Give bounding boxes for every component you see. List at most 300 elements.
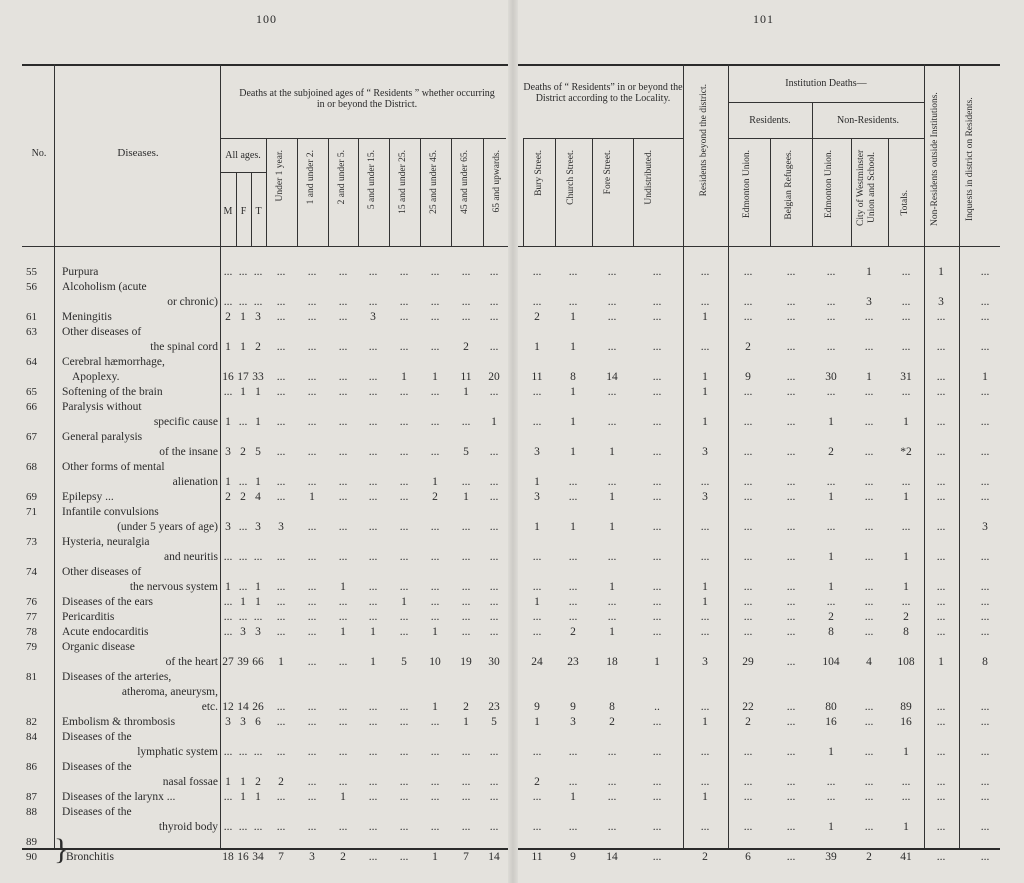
age-group-header: 2 and under 5. xyxy=(337,150,347,205)
cell-value: ... xyxy=(607,746,617,758)
cell-value: 8 xyxy=(828,626,834,638)
disease-name: alienation xyxy=(172,476,218,488)
row-number: 63 xyxy=(26,326,37,338)
cell-value: ... xyxy=(489,596,499,608)
cell-value: ... xyxy=(253,746,263,758)
cell-value: ... xyxy=(786,596,796,608)
age-group-header: 5 and under 15. xyxy=(367,150,377,210)
cell-value: ... xyxy=(399,821,409,833)
cell-value: ... xyxy=(532,296,542,308)
col-line xyxy=(523,138,524,246)
cell-value: ... xyxy=(652,776,662,788)
cell-value: ... xyxy=(652,266,662,278)
cell-value: 2 xyxy=(828,611,834,623)
locality-header: Bury Street. xyxy=(534,150,544,196)
cell-value: ... xyxy=(568,296,578,308)
disease-name: specific cause xyxy=(153,416,218,428)
cell-value: ... xyxy=(901,386,911,398)
cell-value: ... xyxy=(368,386,378,398)
cell-value: 1 xyxy=(370,626,376,638)
header-m: M xyxy=(223,206,233,217)
cell-value: 3 xyxy=(255,311,261,323)
cell-value: 1 xyxy=(609,521,615,533)
cell-value: ... xyxy=(253,821,263,833)
disease-name: (under 5 years of age) xyxy=(117,521,218,533)
cell-value: ... xyxy=(936,311,946,323)
cell-value: ... xyxy=(607,611,617,623)
cell-value: 6 xyxy=(745,851,751,863)
row-number: 61 xyxy=(26,311,37,323)
cell-value: ... xyxy=(461,581,471,593)
cell-value: ... xyxy=(399,716,409,728)
col-line xyxy=(420,138,421,246)
disease-name: Bronchitis xyxy=(66,851,114,863)
cell-value: ... xyxy=(826,386,836,398)
disease-name: Softening of the brain xyxy=(62,386,163,398)
cell-value: 1 xyxy=(463,386,469,398)
cell-value: ... xyxy=(826,791,836,803)
cell-value: ... xyxy=(307,791,317,803)
row-line xyxy=(220,138,506,139)
cell-value: ... xyxy=(864,491,874,503)
cell-value: ... xyxy=(223,551,233,563)
cell-value: ... xyxy=(980,386,990,398)
cell-value: ... xyxy=(980,776,990,788)
cell-value: ... xyxy=(276,476,286,488)
cell-value: ... xyxy=(980,746,990,758)
cell-value: ... xyxy=(338,551,348,563)
cell-value: 1 xyxy=(240,341,246,353)
cell-value: 3 xyxy=(982,521,988,533)
cell-value: 2 xyxy=(745,716,751,728)
cell-value: ... xyxy=(307,626,317,638)
row-number: 82 xyxy=(26,716,37,728)
cell-value: ... xyxy=(743,386,753,398)
cell-value: ... xyxy=(489,791,499,803)
cell-value: 1 xyxy=(903,746,909,758)
cell-value: ... xyxy=(399,521,409,533)
cell-value: ... xyxy=(607,386,617,398)
cell-value: ... xyxy=(489,581,499,593)
age-group-header: 15 and under 25. xyxy=(398,150,408,214)
cell-value: ... xyxy=(700,746,710,758)
cell-value: ... xyxy=(276,551,286,563)
cell-value: ... xyxy=(338,821,348,833)
cell-value: 4 xyxy=(866,656,872,668)
cell-value: ... xyxy=(461,266,471,278)
cell-value: ... xyxy=(276,701,286,713)
cell-value: ... xyxy=(307,476,317,488)
cell-value: 16 xyxy=(825,716,837,728)
cell-value: ... xyxy=(276,746,286,758)
cell-value: 1 xyxy=(534,476,540,488)
cell-value: ... xyxy=(368,851,378,863)
disease-name: thyroid body xyxy=(158,821,218,833)
cell-value: ... xyxy=(936,551,946,563)
cell-value: ... xyxy=(936,626,946,638)
cell-value: 3 xyxy=(370,311,376,323)
cell-value: 39 xyxy=(237,656,249,668)
cell-value: ... xyxy=(461,296,471,308)
cell-value: ... xyxy=(864,341,874,353)
cell-value: ... xyxy=(700,611,710,623)
cell-value: 3 xyxy=(225,716,231,728)
cell-value: ... xyxy=(253,266,263,278)
cell-value: ... xyxy=(980,551,990,563)
cell-value: 1 xyxy=(866,371,872,383)
cell-value: ... xyxy=(901,311,911,323)
cell-value: ... xyxy=(864,716,874,728)
cell-value: 1 xyxy=(225,581,231,593)
cell-value: 1 xyxy=(654,656,660,668)
cell-value: 3 xyxy=(702,656,708,668)
cell-value: 1 xyxy=(702,386,708,398)
cell-value: ... xyxy=(223,821,233,833)
cell-value: 27 xyxy=(222,656,234,668)
cell-value: ... xyxy=(223,296,233,308)
cell-value: ... xyxy=(238,821,248,833)
cell-value: 1 xyxy=(309,491,315,503)
col-line xyxy=(451,138,452,246)
cell-value: ... xyxy=(826,296,836,308)
cell-value: ... xyxy=(223,596,233,608)
cell-value: 17 xyxy=(237,371,249,383)
header-bottom-left xyxy=(22,246,508,247)
cell-value: 12 xyxy=(222,701,234,713)
age-group-header: 1 and under 2. xyxy=(306,150,316,205)
header-diseases: Diseases. xyxy=(117,147,159,159)
row-number: 84 xyxy=(26,731,37,743)
cell-value: ... xyxy=(568,266,578,278)
cell-value: ... xyxy=(980,311,990,323)
cell-value: ... xyxy=(568,746,578,758)
cell-value: ... xyxy=(223,791,233,803)
cell-value: ... xyxy=(936,851,946,863)
col-line xyxy=(851,138,852,246)
row-number: 78 xyxy=(26,626,37,638)
cell-value: ... xyxy=(607,416,617,428)
header-beyond: Residents beyond the district. xyxy=(699,84,709,197)
cell-value: 29 xyxy=(742,656,754,668)
row-number: 90 xyxy=(26,851,37,863)
disease-name: Purpura xyxy=(62,266,99,278)
cell-value: ... xyxy=(307,521,317,533)
cell-value: ... xyxy=(368,476,378,488)
cell-value: ... xyxy=(743,596,753,608)
page-number-left: 100 xyxy=(256,12,277,26)
header-institution: Institution Deaths— xyxy=(785,78,867,89)
cell-value: ... xyxy=(430,596,440,608)
disease-name: Other diseases of xyxy=(62,566,142,578)
cell-value: ... xyxy=(864,521,874,533)
header-residents: Residents. xyxy=(749,115,791,126)
cell-value: 2 xyxy=(702,851,708,863)
cell-value: ... xyxy=(430,341,440,353)
cell-value: ... xyxy=(338,521,348,533)
disease-name: Pericarditis xyxy=(62,611,115,623)
cell-value: ... xyxy=(223,266,233,278)
cell-value: ... xyxy=(607,341,617,353)
cell-value: ... xyxy=(568,551,578,563)
cell-value: ... xyxy=(461,551,471,563)
cell-value: ... xyxy=(461,311,471,323)
cell-value: ... xyxy=(652,551,662,563)
cell-value: ... xyxy=(743,416,753,428)
cell-value: ... xyxy=(936,776,946,788)
cell-value: ... xyxy=(461,416,471,428)
cell-value: ... xyxy=(238,551,248,563)
cell-value: 5 xyxy=(463,446,469,458)
cell-value: ... xyxy=(368,701,378,713)
cell-value: ... xyxy=(786,626,796,638)
cell-value: ... xyxy=(980,851,990,863)
cell-value: 18 xyxy=(606,656,618,668)
cell-value: .. xyxy=(654,701,660,713)
cell-value: ... xyxy=(700,341,710,353)
cell-value: 1 xyxy=(828,416,834,428)
cell-value: 3 xyxy=(240,626,246,638)
col-line xyxy=(328,138,329,246)
disease-name: Epilepsy ... xyxy=(62,491,114,503)
cell-value: ... xyxy=(901,521,911,533)
cell-value: 1 xyxy=(702,311,708,323)
row-number: 74 xyxy=(26,566,37,578)
cell-value: 3 xyxy=(702,446,708,458)
cell-value: 1 xyxy=(570,311,576,323)
cell-value: ... xyxy=(276,296,286,308)
row-number: 71 xyxy=(26,506,37,518)
cell-value: ... xyxy=(238,296,248,308)
cell-value: ... xyxy=(980,341,990,353)
disease-name: Diseases of the xyxy=(62,806,132,818)
row-number: 79 xyxy=(26,641,37,653)
cell-value: 1 xyxy=(570,521,576,533)
cell-value: ... xyxy=(368,581,378,593)
age-group-header: 25 and under 45. xyxy=(429,150,439,214)
cell-value: ... xyxy=(786,716,796,728)
cell-value: ... xyxy=(532,416,542,428)
cell-value: 1 xyxy=(432,851,438,863)
cell-value: ... xyxy=(607,776,617,788)
cell-value: ... xyxy=(980,296,990,308)
cell-value: ... xyxy=(430,446,440,458)
col-line xyxy=(266,138,267,246)
cell-value: ... xyxy=(936,341,946,353)
disease-name: Embolism & thrombosis xyxy=(62,716,176,728)
cell-value: ... xyxy=(338,446,348,458)
cell-value: ... xyxy=(936,746,946,758)
cell-value: 1 xyxy=(463,491,469,503)
cell-value: ... xyxy=(980,716,990,728)
cell-value: ... xyxy=(430,581,440,593)
cell-value: ... xyxy=(980,581,990,593)
cell-value: ... xyxy=(607,821,617,833)
cell-value: ... xyxy=(368,371,378,383)
cell-value: ... xyxy=(652,596,662,608)
row-number: 68 xyxy=(26,461,37,473)
cell-value: 34 xyxy=(252,851,264,863)
cell-value: 1 xyxy=(340,626,346,638)
cell-value: ... xyxy=(936,791,946,803)
cell-value: ... xyxy=(901,776,911,788)
cell-value: ... xyxy=(568,491,578,503)
cell-value: ... xyxy=(338,611,348,623)
cell-value: 1 xyxy=(255,386,261,398)
cell-value: ... xyxy=(652,311,662,323)
cell-value: ... xyxy=(430,266,440,278)
cell-value: 1 xyxy=(609,446,615,458)
cell-value: 1 xyxy=(401,596,407,608)
cell-value: 8 xyxy=(609,701,615,713)
cell-value: ... xyxy=(399,746,409,758)
cell-value: 1 xyxy=(702,416,708,428)
cell-value: *2 xyxy=(900,446,912,458)
cell-value: ... xyxy=(238,581,248,593)
cell-value: ... xyxy=(607,476,617,488)
cell-value: ... xyxy=(368,716,378,728)
cell-value: 30 xyxy=(825,371,837,383)
cell-value: ... xyxy=(652,791,662,803)
disease-name: the nervous system xyxy=(129,581,218,593)
cell-value: ... xyxy=(864,386,874,398)
cell-value: 22 xyxy=(742,701,754,713)
residents-header: Belgian Refugees. xyxy=(784,150,794,220)
cell-value: ... xyxy=(786,656,796,668)
cell-value: ... xyxy=(307,311,317,323)
cell-value: ... xyxy=(901,296,911,308)
cell-value: ... xyxy=(652,746,662,758)
cell-value: ... xyxy=(652,581,662,593)
row-number: 67 xyxy=(26,431,37,443)
row-line xyxy=(523,138,683,139)
cell-value: ... xyxy=(368,416,378,428)
cell-value: ... xyxy=(276,716,286,728)
cell-value: 1 xyxy=(903,491,909,503)
cell-value: ... xyxy=(700,701,710,713)
cell-value: 1 xyxy=(340,581,346,593)
cell-value: ... xyxy=(936,716,946,728)
cell-value: ... xyxy=(607,551,617,563)
disease-name: Alcoholism (acute xyxy=(62,281,147,293)
disease-name: Infantile convulsions xyxy=(62,506,159,518)
cell-value: ... xyxy=(532,266,542,278)
disease-name: General paralysis xyxy=(62,431,143,443)
non-residents-header: Edmonton Union. xyxy=(824,150,834,219)
cell-value: 11 xyxy=(531,371,543,383)
cell-value: ... xyxy=(430,416,440,428)
cell-value: ... xyxy=(652,716,662,728)
cell-value: ... xyxy=(399,776,409,788)
cell-value: ... xyxy=(368,596,378,608)
cell-value: ... xyxy=(826,341,836,353)
cell-value: ... xyxy=(786,296,796,308)
cell-value: 1 xyxy=(570,341,576,353)
cell-value: ... xyxy=(786,266,796,278)
cell-value: 8 xyxy=(570,371,576,383)
cell-value: ... xyxy=(276,821,286,833)
cell-value: ... xyxy=(338,746,348,758)
cell-value: ... xyxy=(700,296,710,308)
cell-value: ... xyxy=(307,596,317,608)
disease-name: atheroma, aneurysm, xyxy=(121,686,218,698)
cell-value: ... xyxy=(864,776,874,788)
cell-value: ... xyxy=(307,446,317,458)
cell-value: ... xyxy=(338,491,348,503)
locality-header: Undistributed. xyxy=(644,150,654,205)
cell-value: 23 xyxy=(488,701,500,713)
top-rule-left xyxy=(22,64,508,66)
cell-value: ... xyxy=(307,386,317,398)
cell-value: ... xyxy=(430,521,440,533)
cell-value: ... xyxy=(307,266,317,278)
cell-value: ... xyxy=(430,746,440,758)
totals-header: Totals. xyxy=(900,190,910,216)
cell-value: 11 xyxy=(531,851,543,863)
cell-value: ... xyxy=(276,416,286,428)
cell-value: ... xyxy=(276,581,286,593)
disease-name: etc. xyxy=(201,701,218,713)
header-non-residents: Non-Residents. xyxy=(837,115,899,126)
cell-value: 1 xyxy=(828,551,834,563)
cell-value: ... xyxy=(826,596,836,608)
cell-value: ... xyxy=(368,611,378,623)
cell-value: 9 xyxy=(534,701,540,713)
cell-value: ... xyxy=(743,611,753,623)
cell-value: 8 xyxy=(982,656,988,668)
top-rule-right xyxy=(518,64,1000,66)
cell-value: ... xyxy=(936,821,946,833)
cell-value: 1 xyxy=(702,716,708,728)
cell-value: ... xyxy=(652,371,662,383)
col-line xyxy=(633,138,634,246)
cell-value: ... xyxy=(307,296,317,308)
cell-value: 1 xyxy=(903,551,909,563)
cell-value: 16 xyxy=(222,371,234,383)
col-line xyxy=(389,138,390,246)
cell-value: 9 xyxy=(745,371,751,383)
cell-value: 1 xyxy=(432,701,438,713)
cell-value: ... xyxy=(607,266,617,278)
cell-value: ... xyxy=(430,296,440,308)
cell-value: ... xyxy=(568,821,578,833)
cell-value: ... xyxy=(980,416,990,428)
cell-value: ... xyxy=(368,746,378,758)
cell-value: ... xyxy=(864,821,874,833)
cell-value: ... xyxy=(652,491,662,503)
cell-value: ... xyxy=(399,581,409,593)
cell-value: ... xyxy=(399,851,409,863)
col-line xyxy=(770,138,771,246)
cell-value: ... xyxy=(607,596,617,608)
cell-value: ... xyxy=(489,746,499,758)
cell-value: ... xyxy=(936,521,946,533)
cell-value: 3 xyxy=(225,446,231,458)
cell-value: 2 xyxy=(570,626,576,638)
cell-value: ... xyxy=(489,626,499,638)
row-number: 73 xyxy=(26,536,37,548)
cell-value: ... xyxy=(489,491,499,503)
cell-value: 20 xyxy=(488,371,500,383)
cell-value: ... xyxy=(307,776,317,788)
cell-value: ... xyxy=(253,296,263,308)
cell-value: ... xyxy=(864,611,874,623)
cell-value: 1 xyxy=(828,581,834,593)
cell-value: 2 xyxy=(903,611,909,623)
cell-value: 1 xyxy=(903,821,909,833)
cell-value: ... xyxy=(430,386,440,398)
age-group-header: Under 1 year. xyxy=(275,150,285,202)
cell-value: ... xyxy=(980,791,990,803)
